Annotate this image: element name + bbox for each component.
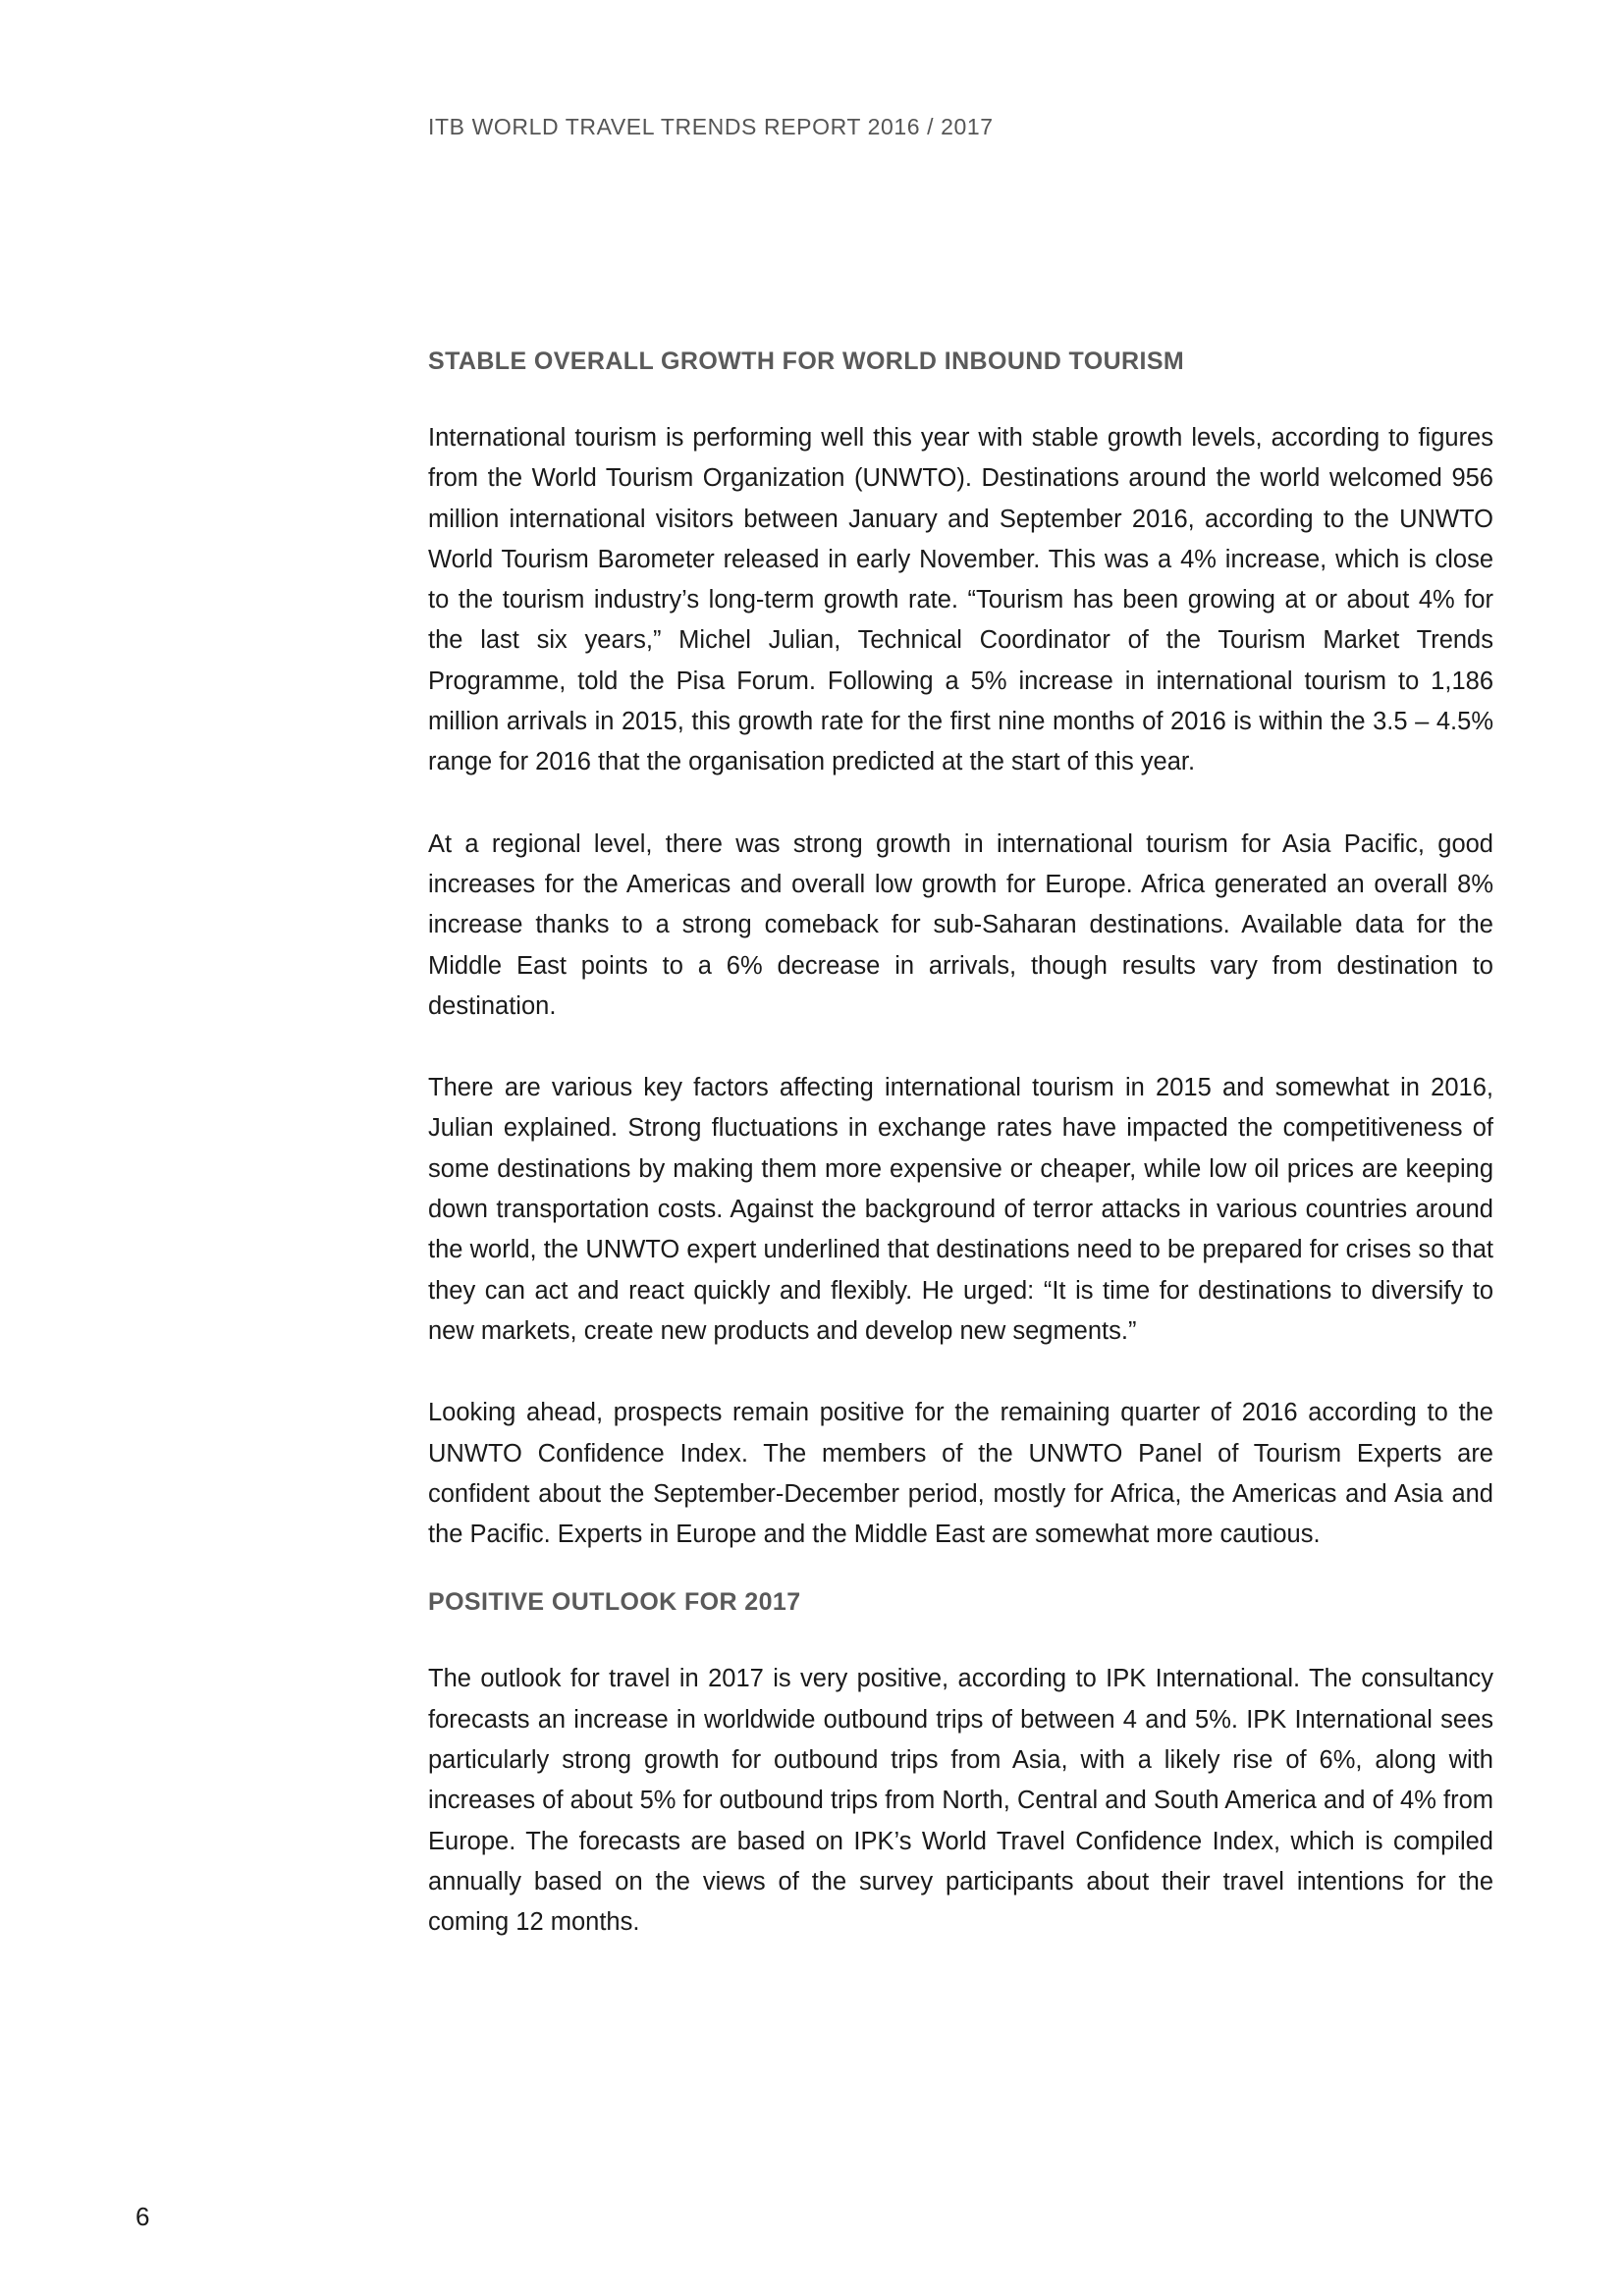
section-heading-inbound-growth: STABLE OVERALL GROWTH FOR WORLD INBOUND TOURISM bbox=[428, 347, 1185, 375]
article-body bbox=[428, 344, 1493, 1985]
running-header: ITB WORLD TRAVEL TRENDS REPORT 2016 / 2017 bbox=[428, 114, 994, 139]
page-number: 6 bbox=[135, 2202, 150, 2231]
section-heading-outlook-2017: POSITIVE OUTLOOK FOR 2017 bbox=[428, 1588, 801, 1617]
paragraph: Looking ahead, prospects remain positive for the remaining quarter of 2016 according to the UNWTO Confidence Index. The members of the UNWTO Panel of Tourism Experts are confident about the September-December period, mostly for Africa, the Americas and Asia and the Pacific. Experts in Europe and the Middle East are somewhat more cautious. bbox=[428, 1399, 1493, 1549]
paragraph: The outlook for travel in 2017 is very positive, according to IPK International. The consultancy forecasts an increase in worldwide outbound trips of between 4 and 5%. IPK International sees particularly strong growth for outbound trips from Asia, with a likely rise of 6%, along with increases of about 5% for outbound trips from North, Central and South America and of 4% from Europe. The forecasts are based on IPK’s World Travel Confidence Index, which is compiled annually based on the views of the survey participants about their travel intentions for the coming 12 months. bbox=[428, 1665, 1493, 1937]
paragraph: International tourism is performing well this year with stable growth levels, according to figures from the World Tourism Organization (UNWTO). Destinations around the world welcomed 956 million international visitors between January and September 2016, according to the UNWTO World Tourism Barometer released in early November. This was a 4% increase, which is close to the tourism industry’s long-term growth rate. “Tourism has been growing at or about 4% for the last six years,” Michel Julian, Technical Coordinator of the Tourism Market Trends Programme, told the Pisa Forum. Following a 5% increase in international tourism to 1,186 million arrivals in 2015, this growth rate for the first nine months of 2016 is within the 3.5 – 4.5% range for 2016 that the organisation predicted at the start of this year. bbox=[428, 424, 1493, 776]
paragraph: At a regional level, there was strong growth in international tourism for Asia Pacific, good increases for the Americas and overall low growth for Europe. Africa generated an overall 8% increase thanks to a strong comeback for sub-Saharan destinations. Available data for the Middle East points to a 6% decrease in arrivals, though results vary from destination to destination. bbox=[428, 829, 1493, 1020]
paragraph: There are various key factors affecting international tourism in 2015 and somewhat in 2016, Julian explained. Strong fluctuations in exchange rates have impacted the competitiveness of some destinations by making them more expensive or cheaper, while low oil prices are keeping down transportation costs. Against the background of terror attacks in various countries around the world, the UNWTO expert underlined that destinations need to be prepared for crises so that they can act and react quickly and flexibly. He urged: “It is time for destinations to diversify to new markets, create new products and develop new segments.” bbox=[428, 1074, 1493, 1345]
